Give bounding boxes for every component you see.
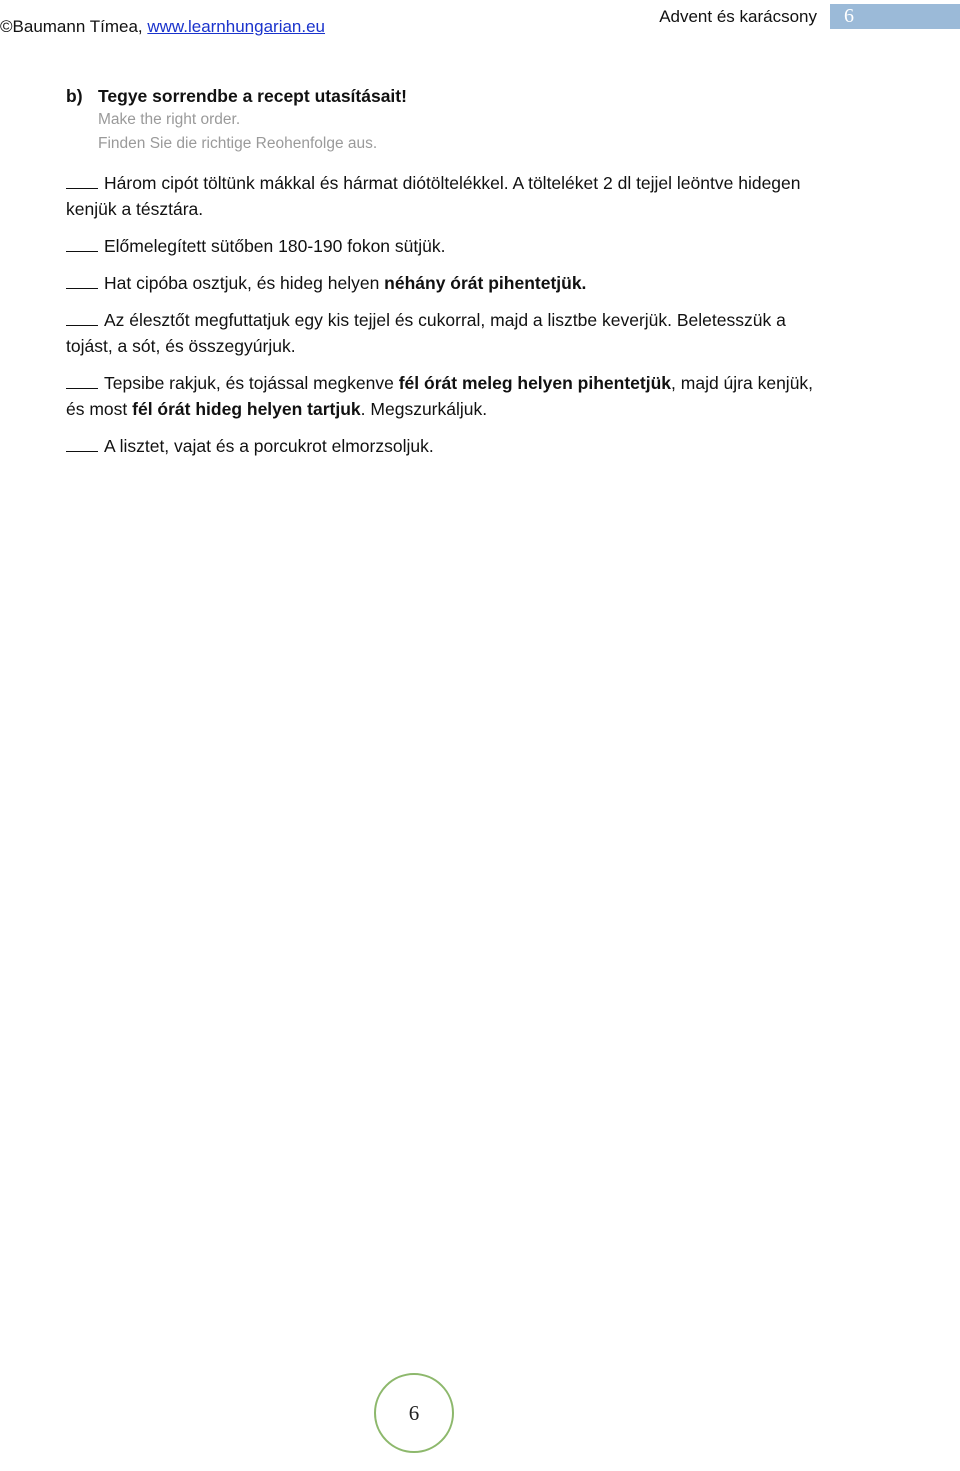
order-blank-field[interactable]	[66, 308, 98, 326]
step-text-bold: fél órát meleg helyen pihentetjük	[398, 373, 672, 393]
step-text: , majd újra kenjük, és most	[66, 373, 814, 419]
chapter-title: Advent és karácsony	[659, 7, 817, 26]
step-text: Az élesztőt megfuttatjuk egy kis tejjel és cukorral, majd a lisztbe keverjük. Beletesszük a tojást, a sót, és összegyúrjuk.	[66, 310, 786, 356]
step-text-bold: fél órát hideg helyen tartjuk	[132, 399, 361, 419]
page-number-badge: 6	[830, 4, 960, 29]
recipe-step	[66, 233, 826, 259]
step-text: . Megszurkáljuk.	[360, 399, 488, 419]
header-copyright	[0, 16, 325, 38]
order-blank-field[interactable]	[66, 234, 98, 252]
recipe-step	[66, 433, 826, 459]
step-text-bold: néhány órát pihentetjük.	[384, 273, 587, 293]
task-title: Tegye sorrendbe a recept utasításait!	[98, 86, 407, 106]
recipe-step	[66, 270, 826, 296]
website-link[interactable]: www.learnhungarian.eu	[147, 17, 326, 36]
task-heading	[66, 84, 826, 156]
task-subtitle-english: Make the right order.	[98, 111, 241, 128]
step-text: Tepsibe rakjuk, és tojással megkenve	[104, 373, 399, 393]
task-letter: b)	[66, 86, 83, 106]
recipe-step	[66, 307, 826, 359]
step-text: Három cipót töltünk mákkal és hármat diótöltelékkel. A tölteléket 2 dl tejjel leöntve hidegen kenjük a tésztára.	[66, 173, 801, 219]
order-blank-field[interactable]	[66, 271, 98, 289]
task-subtitle-german: Finden Sie die richtige Reohenfolge aus.	[98, 135, 378, 152]
step-text: Előmelegített sütőben 180-190 fokon sütjük.	[104, 236, 446, 256]
task-title-line	[66, 84, 826, 108]
order-blank-field[interactable]	[66, 434, 98, 452]
order-blank-field[interactable]	[66, 371, 98, 389]
step-text: A lisztet, vajat és a porcukrot elmorzsoljuk.	[104, 436, 434, 456]
recipe-step	[66, 170, 826, 222]
footer-page-number: 6	[374, 1373, 454, 1453]
recipe-steps-list	[66, 170, 826, 470]
copyright-text: ©Baumann Tímea,	[0, 17, 148, 36]
order-blank-field[interactable]	[66, 171, 98, 189]
recipe-step	[66, 370, 826, 422]
step-text: Hat cipóba osztjuk, és hideg helyen	[104, 273, 385, 293]
